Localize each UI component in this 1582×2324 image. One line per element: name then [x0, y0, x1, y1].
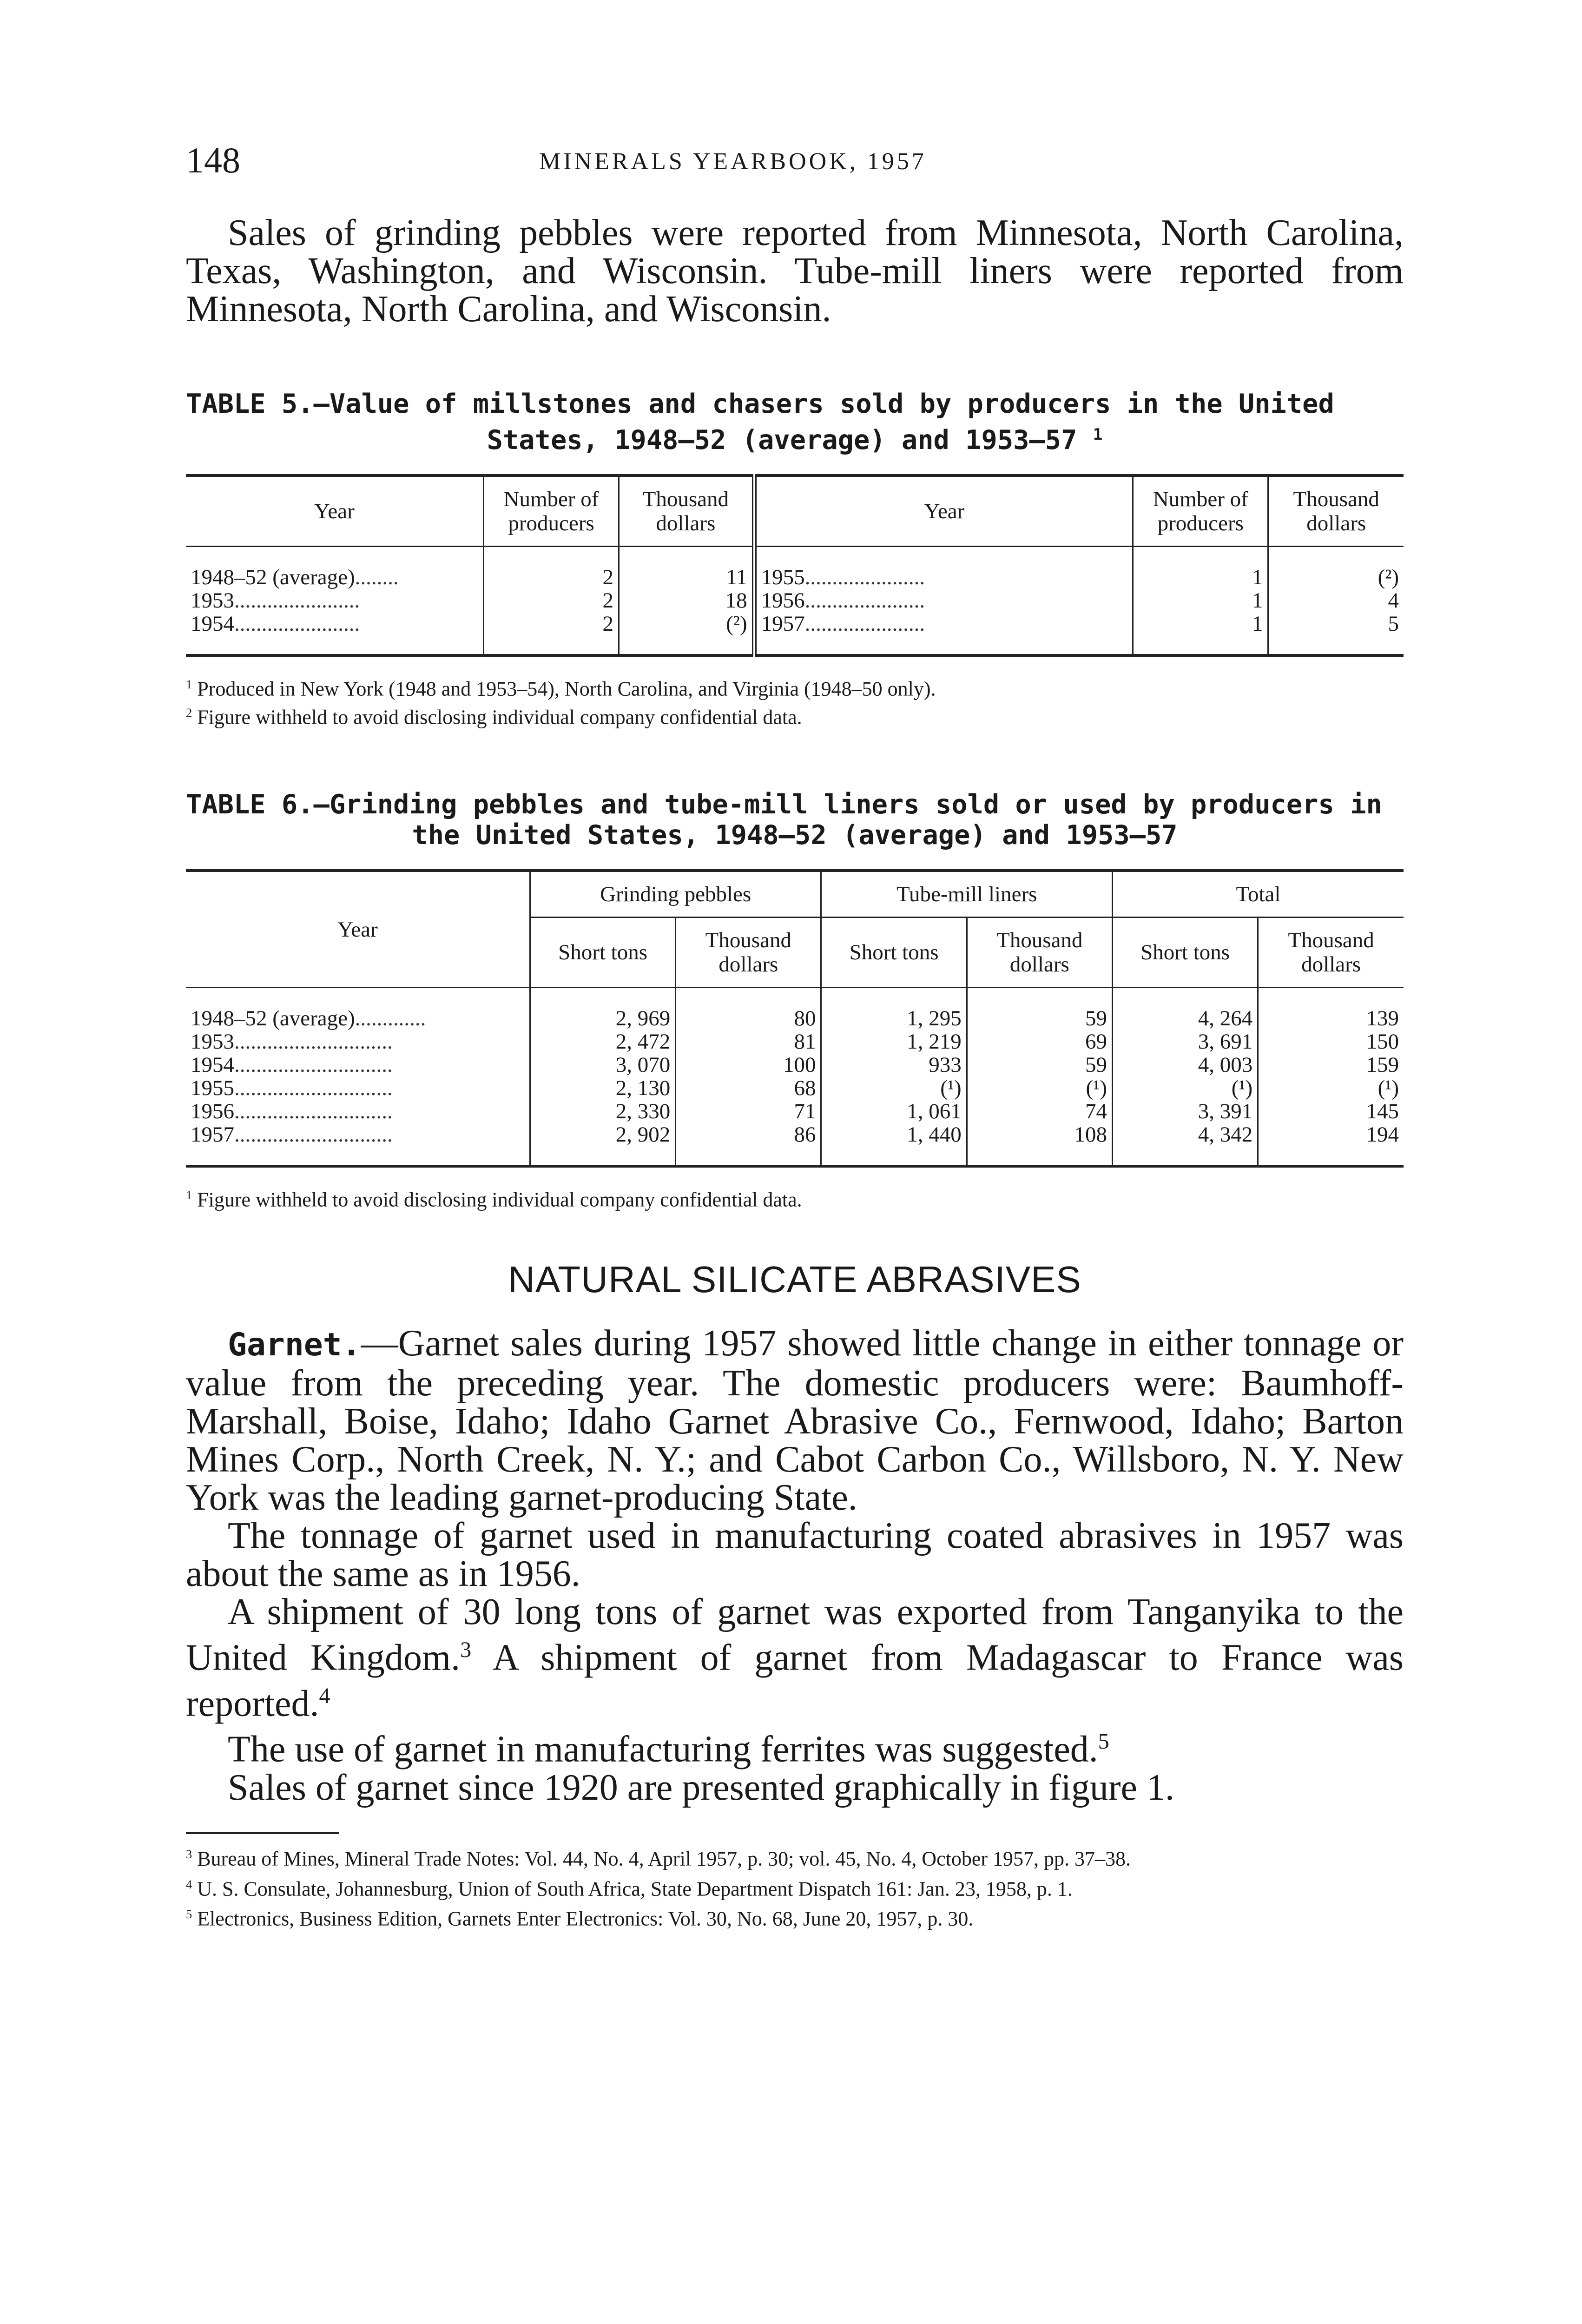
footnote-text: Figure withheld to avoid disclosing individual company confidential data. [197, 706, 802, 729]
leader-dots: ....................... [234, 612, 360, 636]
table6-cell-gp-tons: 3, 070 [530, 1053, 675, 1076]
table6-cell-total-dollars: 145 [1366, 1099, 1399, 1124]
footnote-mark: 2 [186, 705, 192, 720]
table5-cell-year-2 [754, 589, 1133, 612]
year-label: 1956 [761, 588, 805, 613]
table6-cell-gp-tons: 2, 969 [530, 988, 675, 1030]
footnote-ref: 4 [319, 1683, 330, 1708]
table6-cell-gp-tons: 2, 330 [530, 1100, 675, 1123]
table5-cell-producers: 2 [483, 612, 619, 655]
table5-cell-producers-2: 1 [1133, 547, 1268, 589]
table6-cell-gp-dollars: 71 [676, 1100, 821, 1123]
table6-cell-total-tons: 3, 391 [1112, 1100, 1258, 1123]
table6-cell-total-tons: 3, 691 [1112, 1030, 1258, 1053]
table6-cell-year [186, 988, 530, 1030]
table6-cell-tl-dollars: 69 [967, 1030, 1112, 1053]
table6-header-tube-mill-liners: Tube-mill liners [821, 871, 1113, 918]
table6-cell-gp-tons: 2, 902 [530, 1123, 675, 1166]
table5-title [186, 389, 1404, 456]
table6-cell-total-dollars: 159 [1366, 1053, 1399, 1077]
footnote-ref: 3 [460, 1637, 472, 1662]
table5-footnote [186, 701, 1404, 729]
table6-cell-year [186, 1076, 530, 1100]
year-label: 1955 [761, 565, 805, 589]
page-number: 148 [186, 140, 240, 180]
table6-footnote [186, 1183, 1404, 1212]
table6-header-total: Total [1112, 871, 1404, 918]
table5-row [186, 589, 1404, 612]
table6-cell-tl-dollars: 74 [967, 1100, 1112, 1123]
table5-cell-dollars: (²) [619, 612, 754, 655]
table6-header-dollars: Thousand dollars [676, 918, 821, 988]
leader-dots: ............................. [234, 1099, 393, 1124]
table5-cell-producers-2: 1 [1133, 589, 1268, 612]
table5-cell-producers-2: 1 [1133, 612, 1268, 655]
table5-header-dollars-2: Thousand dollars [1293, 487, 1379, 535]
table5-cell-producers: 2 [483, 547, 619, 589]
year-label: 1953 [191, 1030, 234, 1054]
table6-row [186, 1123, 1404, 1166]
table6-cell-tl-tons: 1, 295 [821, 988, 967, 1030]
table5-header-dollars: Thousand dollars [619, 475, 754, 547]
table6-header-grinding-pebbles: Grinding pebbles [530, 871, 821, 918]
table6-title [186, 789, 1404, 851]
table5-header-producers: Number of producers [483, 475, 619, 547]
table5-title-note: 1 [1093, 425, 1103, 444]
table6-row [186, 1100, 1404, 1123]
table5-header-producers-2: Number of producers [1133, 475, 1268, 547]
table6-footnotes [186, 1183, 1404, 1212]
table6-cell-total-dollars: 150 [1366, 1030, 1399, 1054]
leader-dots: ....................... [234, 588, 360, 613]
footnote-text: Bureau of Mines, Mineral Trade Notes: Vol. 44, No. 4, April 1957, p. 30; vol. 45, No. 4, October 1957, pp. 37–38. [197, 1847, 1131, 1870]
table6-cell-tl-tons: (¹) [821, 1076, 967, 1100]
year-label: 1955 [191, 1076, 234, 1101]
table6-cell-tl-dollars: 59 [967, 1053, 1112, 1076]
footnote-mark: 3 [186, 1847, 192, 1861]
table5-cell-dollars: 18 [619, 589, 754, 612]
garnet-paragraph-5: Sales of garnet since 1920 are presented graphically in figure 1. [228, 1767, 1175, 1808]
leader-dots: ........ [355, 565, 399, 589]
table5-title-line2 [186, 419, 1404, 456]
leader-dots: ............................. [234, 1076, 393, 1101]
leader-dots: ...................... [804, 588, 925, 613]
table6 [186, 869, 1404, 1168]
table5-cell-year-2 [754, 547, 1133, 589]
table5-cell-dollars-2: (²) [1378, 565, 1399, 589]
table5 [186, 474, 1404, 657]
intro-paragraph: Sales of grinding pebbles were reported from Minnesota, North Carolina, Texas, Washington, and Wisconsin. Tube-mill liners were reported from Minnesota, North Carolina, and Wisconsin. [186, 212, 1404, 330]
running-title: MINERALS YEARBOOK, 1957 [539, 148, 927, 175]
footnote-text: Electronics, Business Edition, Garnets Enter Electronics: Vol. 30, No. 68, June 20, 1957, p. 30. [197, 1907, 974, 1930]
table6-cell-tl-tons: 1, 219 [821, 1030, 967, 1053]
table6-cell-total-dollars: 194 [1366, 1122, 1399, 1147]
year-label: 1956 [191, 1099, 234, 1124]
table5-cell-dollars-2: 4 [1388, 588, 1399, 613]
table6-row [186, 988, 1404, 1030]
table5-header-year-2: Year [754, 475, 1133, 547]
table5-row [186, 547, 1404, 589]
footnote-text: U. S. Consulate, Johannesburg, Union of South Africa, State Department Dispatch 161: Jan. 23, 1958, p. 1. [197, 1877, 1073, 1901]
table6-cell-tl-dollars: (¹) [967, 1076, 1112, 1100]
table6-cell-gp-tons: 2, 130 [530, 1076, 675, 1100]
leader-dots: ............................. [234, 1053, 393, 1077]
table6-cell-total-dollars: 139 [1366, 1006, 1399, 1031]
leader-dots: ............................. [234, 1122, 393, 1147]
table6-cell-tl-tons: 1, 440 [821, 1123, 967, 1166]
footnote-ref: 5 [1098, 1729, 1109, 1754]
leader-dots: ............. [355, 1006, 426, 1031]
footnote-mark: 1 [186, 677, 192, 691]
leader-dots: ...................... [804, 565, 925, 589]
table5-cell-year [186, 547, 483, 589]
table5-footnotes [186, 673, 1404, 729]
section-title: NATURAL SILICATE ABRASIVES [508, 1258, 1081, 1300]
year-label: 1957 [761, 612, 805, 636]
garnet-paragraph-4-text: The use of garnet in manufacturing ferrites was suggested. [228, 1729, 1098, 1770]
table6-cell-total-dollars: (¹) [1378, 1076, 1399, 1101]
table6-header-short-tons: Short tons [530, 918, 675, 988]
table6-cell-total-tons: 4, 003 [1112, 1053, 1258, 1076]
table5-header-year: Year [186, 475, 483, 547]
table6-cell-total-tons: (¹) [1112, 1076, 1258, 1100]
table6-cell-gp-dollars: 86 [676, 1123, 821, 1166]
year-label: 1957 [191, 1122, 234, 1147]
table6-cell-year [186, 1100, 530, 1123]
table6-cell-gp-dollars: 81 [676, 1030, 821, 1053]
table6-cell-gp-tons: 2, 472 [530, 1030, 675, 1053]
page-footnote [186, 1843, 1404, 1870]
table6-cell-year [186, 1030, 530, 1053]
table5-cell-producers: 2 [483, 589, 619, 612]
table6-header-dollars: Thousand dollars [967, 918, 1112, 988]
table6-title-line1: TABLE 6.—Grinding pebbles and tube-mill liners sold or used by producers in [186, 789, 1382, 820]
table6-cell-total-tons: 4, 264 [1112, 988, 1258, 1030]
table6-cell-tl-tons: 933 [821, 1053, 967, 1076]
leader-dots: ...................... [804, 612, 925, 636]
footnote-text: Figure withheld to avoid disclosing individual company confidential data. [197, 1188, 802, 1211]
garnet-section [186, 1324, 1404, 1807]
garnet-paragraph-3 [186, 1593, 1404, 1723]
year-label: 1948–52 (average) [191, 1006, 355, 1031]
footnote-rule [186, 1832, 339, 1834]
garnet-runin-heading: Garnet. [228, 1326, 361, 1363]
garnet-paragraph-4 [186, 1723, 1404, 1769]
table5-cell-dollars-2: 5 [1388, 612, 1399, 636]
table5-cell-year-2 [754, 612, 1133, 655]
footnote-mark: 1 [186, 1188, 192, 1202]
table6-cell-tl-tons: 1, 061 [821, 1100, 967, 1123]
garnet-paragraph-3b: A shipment of garnet from Madagascar to France was reported. [186, 1637, 1404, 1724]
table6-header-year: Year [186, 871, 530, 988]
footnote-mark: 5 [186, 1907, 192, 1921]
table5-title-line2-text: States, 1948–52 (average) and 1953–57 [487, 425, 1077, 456]
garnet-paragraph-1 [186, 1324, 1404, 1517]
table6-cell-year [186, 1053, 530, 1076]
page-footnote [186, 1903, 1404, 1930]
footnote-mark: 4 [186, 1877, 192, 1891]
year-label: 1948–52 (average) [191, 565, 355, 589]
table5-cell-dollars: 11 [619, 547, 754, 589]
page [186, 139, 1404, 1934]
year-label: 1954 [191, 612, 234, 636]
garnet-paragraph-3a: A shipment of 30 long tons of garnet was exported from Tanganyika to the United Kingdom. [186, 1591, 1404, 1678]
garnet-paragraph-2: The tonnage of garnet used in manufacturing coated abrasives in 1957 was about the same as in 1956. [186, 1515, 1404, 1594]
footnote-text: Produced in New York (1948 and 1953–54), North Carolina, and Virginia (1948–50 only). [197, 677, 936, 700]
table6-title-line2: the United States, 1948–52 (average) and 1953–57 [412, 820, 1178, 851]
running-head [186, 139, 1404, 181]
table5-cell-year [186, 612, 483, 655]
year-label: 1954 [191, 1053, 234, 1077]
table5-row [186, 612, 1404, 655]
table6-row [186, 1053, 1404, 1076]
table6-header-short-tons: Short tons [1112, 918, 1258, 988]
table6-row [186, 1076, 1404, 1100]
table6-row [186, 1030, 1404, 1053]
garnet-paragraph-1-text: —Garnet sales during 1957 showed little change in either tonnage or value from the preceding year. The domestic producers were: Baumhoff-Marshall, Boise, Idaho; Idaho Garnet Abrasive Co., Fernwood, Idaho; Barton Mines Corp., North Creek, N. Y.; and Cabot Carbon Co., Willsboro, N. Y. New York was the leading garnet-producing State. [186, 1322, 1404, 1518]
table5-title-line1: TABLE 5.—Value of millstones and chasers sold by producers in the United [186, 389, 1334, 419]
table5-footnote [186, 673, 1404, 701]
leader-dots: ............................. [234, 1030, 393, 1054]
table6-cell-tl-dollars: 59 [967, 988, 1112, 1030]
table6-cell-gp-dollars: 80 [676, 988, 821, 1030]
table6-cell-gp-dollars: 100 [676, 1053, 821, 1076]
table6-cell-year [186, 1123, 530, 1166]
year-label: 1953 [191, 588, 234, 613]
table6-cell-gp-dollars: 68 [676, 1076, 821, 1100]
table6-header-short-tons: Short tons [821, 918, 967, 988]
page-footnotes [186, 1843, 1404, 1930]
table6-cell-tl-dollars: 108 [967, 1123, 1112, 1166]
table6-cell-total-tons: 4, 342 [1112, 1123, 1258, 1166]
table6-header-dollars: Thousand dollars [1288, 928, 1374, 977]
page-footnote [186, 1874, 1404, 1900]
table5-cell-year [186, 589, 483, 612]
